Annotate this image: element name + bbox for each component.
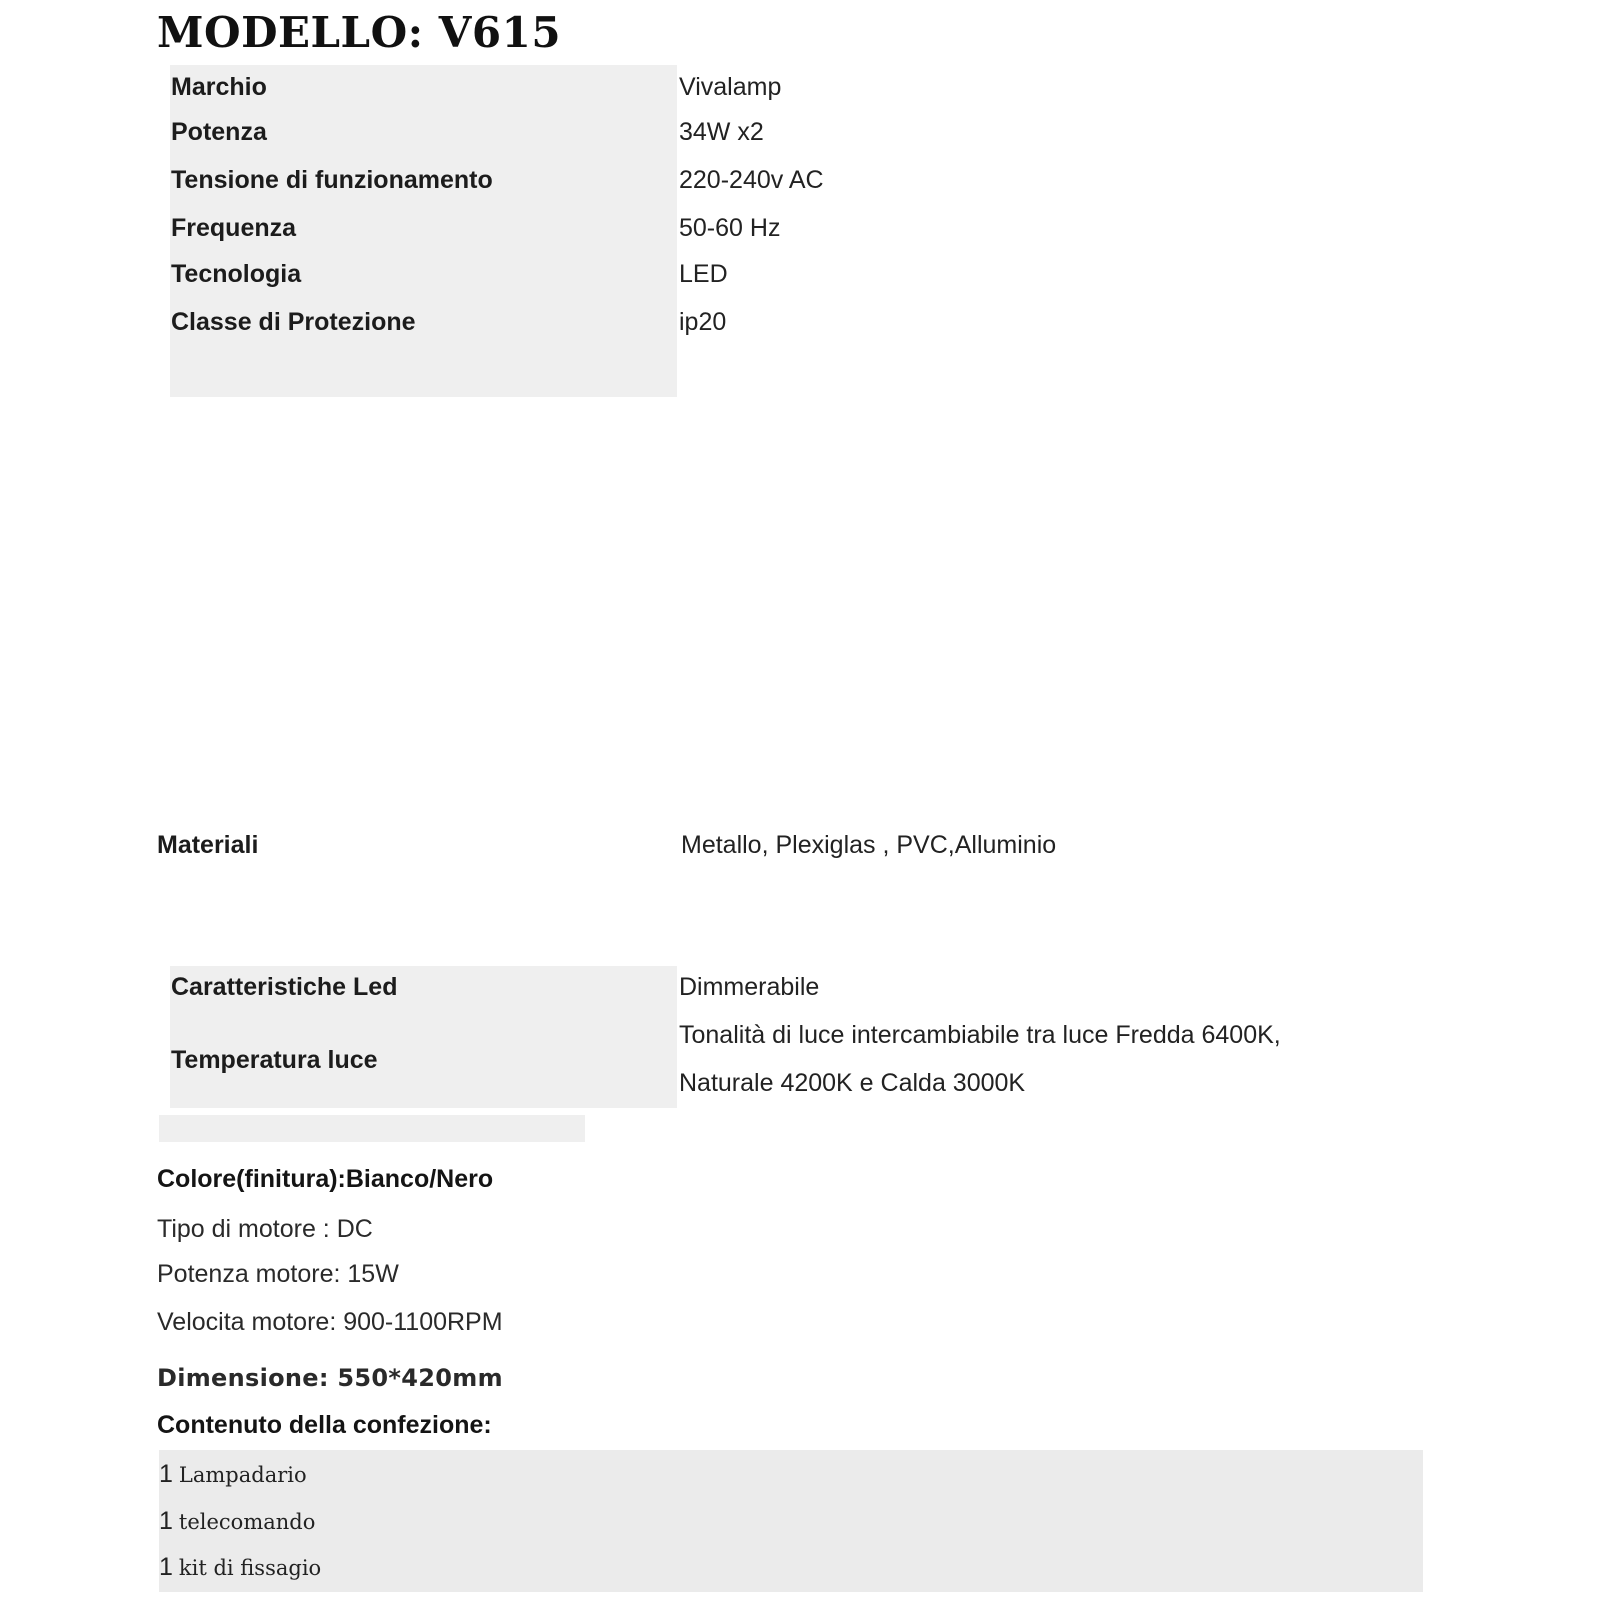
spec-value-frequency: 50-60 Hz bbox=[679, 214, 781, 242]
motor-type: Tipo di motore : DC bbox=[157, 1215, 373, 1243]
led-features-value: Dimmerabile bbox=[679, 973, 820, 1001]
light-temperature-label: Temperatura luce bbox=[171, 1046, 378, 1074]
materials-value: Metallo, Plexiglas , PVC,Alluminio bbox=[681, 831, 1057, 859]
package-item bbox=[159, 1552, 321, 1583]
spec-label-voltage: Tensione di funzionamento bbox=[171, 166, 493, 194]
motor-speed: Velocita motore: 900-1100RPM bbox=[157, 1308, 503, 1336]
spec-value-power: 34W x2 bbox=[679, 118, 764, 146]
dimension: Dimensione: 550*420mm bbox=[157, 1364, 503, 1392]
spec-label-protection-class: Classe di Protezione bbox=[171, 308, 416, 336]
package-item-qty: 1 bbox=[159, 1553, 173, 1581]
model-title: MODELLO: V615 bbox=[157, 8, 562, 57]
package-item-name: kit di fissagio bbox=[178, 1556, 322, 1580]
spec-value-technology: LED bbox=[679, 260, 728, 288]
spec-value-brand: Vivalamp bbox=[679, 73, 782, 101]
package-contents-title: Contenuto della confezione: bbox=[157, 1411, 492, 1439]
package-item-name: telecomando bbox=[178, 1510, 316, 1534]
package-item bbox=[159, 1506, 315, 1537]
package-item-name: Lampadario bbox=[178, 1463, 307, 1487]
spec-label-power: Potenza bbox=[171, 118, 267, 146]
spec-value-voltage: 220-240v AC bbox=[679, 166, 824, 194]
package-item-qty: 1 bbox=[159, 1507, 173, 1535]
light-temperature-value-line1: Tonalità di luce intercambiabile tra luce Fredda 6400K, bbox=[679, 1021, 1281, 1049]
separator-bar bbox=[159, 1115, 585, 1142]
spec-label-frequency: Frequenza bbox=[171, 214, 297, 242]
package-list-background bbox=[159, 1450, 1423, 1592]
spec-label-brand: Marchio bbox=[171, 73, 267, 101]
materials-label: Materiali bbox=[157, 831, 259, 859]
light-temperature-value-line2: Naturale 4200K e Calda 3000K bbox=[679, 1069, 1026, 1097]
package-item bbox=[159, 1459, 307, 1490]
motor-power: Potenza motore: 15W bbox=[157, 1260, 399, 1288]
led-features-label: Caratteristiche Led bbox=[171, 973, 398, 1001]
package-item-qty: 1 bbox=[159, 1460, 173, 1488]
color-finish: Colore(finitura):Bianco/Nero bbox=[157, 1165, 494, 1193]
spec-label-technology: Tecnologia bbox=[171, 260, 302, 288]
spec-value-protection-class: ip20 bbox=[679, 308, 727, 336]
